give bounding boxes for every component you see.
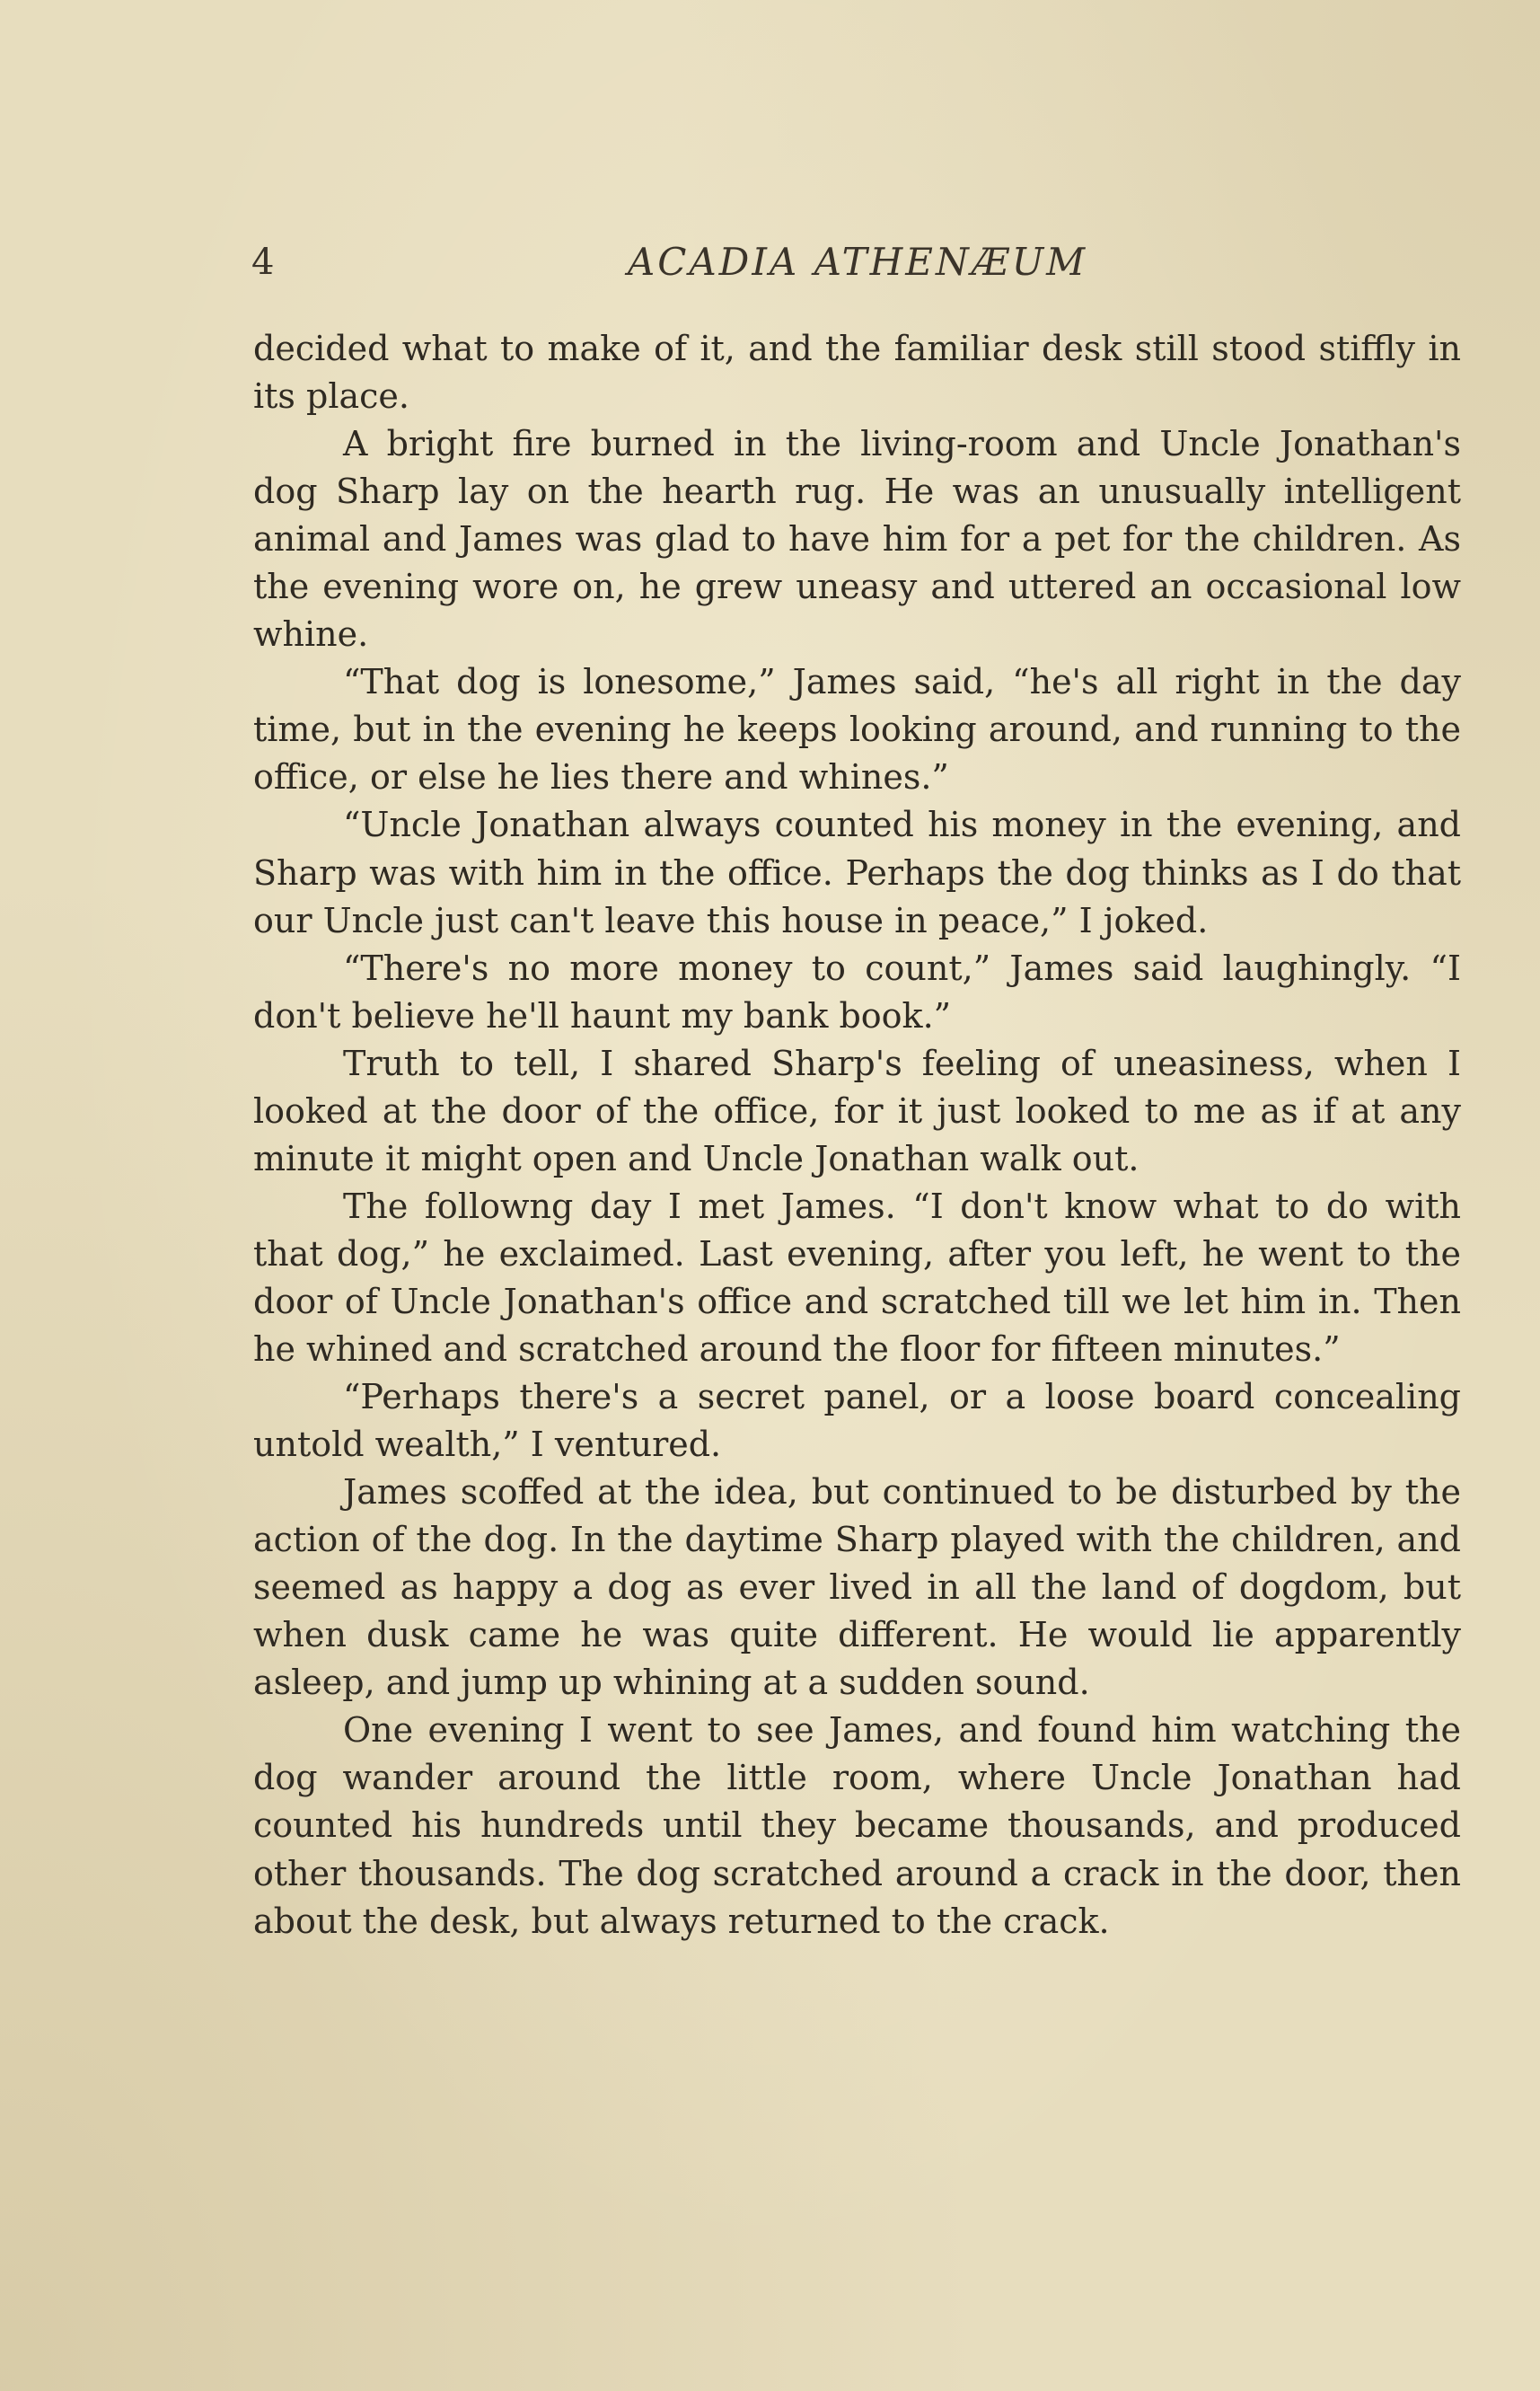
paragraph: A bright fire burned in the living-room and Uncle Jonathan's dog Sharp lay on the hearth rug. He was an unusually intelligent animal and James was glad to have him for a pet for the children. As the evening wore on, he grew uneasy and uttered an occasional low whine. bbox=[253, 424, 1461, 655]
paragraph: “There's no more money to count,” James said laughingly. “I don't believe he'll haunt my bank book.” bbox=[253, 948, 1461, 1036]
running-header bbox=[251, 235, 1464, 289]
journal-title: ACADIA ATHENÆUM bbox=[627, 240, 1088, 284]
paragraph: “Uncle Jonathan always counted his money in the evening, and Sharp was with him in the office. Perhaps the dog thinks as I do that our Uncle just can't leave this house in peace,” I joked. bbox=[253, 805, 1461, 940]
paragraph: One evening I went to see James, and found him watching the dog wander around the little room, where Uncle Jonathan had counted his hundreds until they became thousands, and produced other thousands. The dog scratched around a crack in the door, then about the desk, but always returned to the crack. bbox=[253, 1710, 1461, 1941]
paragraph: “That dog is lonesome,” James said, “he's all right in the day time, but in the evening he keeps looking around, and running to the office, or else he lies there and whines.” bbox=[253, 662, 1461, 798]
paragraph: The followng day I met James. “I don't know what to do with that dog,” he exclaimed. Last evening, after you left, he went to the door of Uncle Jonathan's office and scratched till we let him in. Then he whined and scratched around the floor for fifteen minutes.” bbox=[253, 1186, 1461, 1369]
story-text bbox=[253, 325, 1461, 1945]
page-number: 4 bbox=[251, 242, 275, 283]
paragraph: James scoffed at the idea, but continued to be disturbed by the action of the dog. In the daytime Sharp played with the children, and seemed as happy a dog as ever lived in all the land of dogdom, but when dusk came he was quite different. He would lie apparently asleep, and jump up whining at a sudden sound. bbox=[253, 1472, 1461, 1703]
paragraph: “Perhaps there's a secret panel, or a loose board concealing untold wealth,” I ventured. bbox=[253, 1377, 1461, 1465]
paragraph-continued: decided what to make of it, and the familiar desk still stood stiffly in its place. bbox=[253, 329, 1461, 417]
paragraph: Truth to tell, I shared Sharp's feeling of uneasiness, when I looked at the door of the office, for it just looked to me as if at any minute it might open and Uncle Jonathan walk out. bbox=[253, 1043, 1461, 1178]
